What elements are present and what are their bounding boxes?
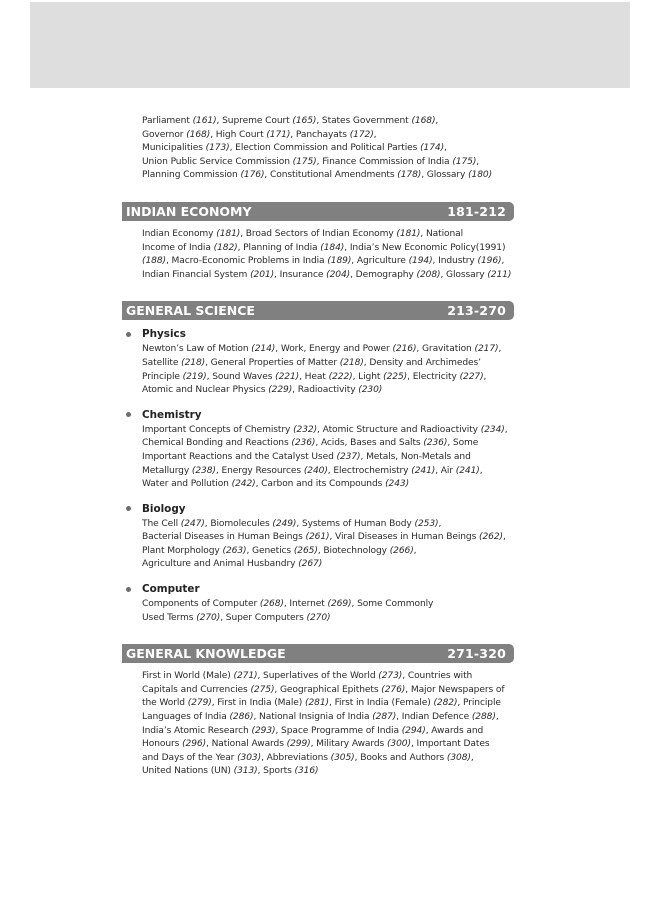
page-number: (180) [468, 170, 493, 181]
topic-text: Municipalities [142, 143, 206, 154]
page-number: (305) [330, 752, 355, 763]
topic-text: Capitals and Currencies [142, 684, 251, 695]
topic-text: Honours [142, 739, 183, 750]
toc-line [142, 437, 514, 451]
page-number: (219) [182, 371, 207, 382]
topic-text: , Geographical Epithets [274, 684, 382, 695]
topic-text: , Countries with [402, 671, 473, 682]
topic-text: , Election Commission and Political Parties [229, 143, 421, 154]
topic-text: Agriculture and Animal Husbandry [142, 559, 299, 570]
page-number: (216) [392, 344, 417, 355]
topic-text: , Acids, Bases and Salts [315, 438, 424, 449]
toc-line [142, 558, 514, 572]
topic-text: United Nations (UN) [142, 766, 234, 777]
page-number: (217) [474, 344, 499, 355]
section-header [122, 644, 514, 663]
section-title: GENERAL KNOWLEDGE [126, 646, 286, 662]
page-number: (279) [187, 698, 212, 709]
section-title: INDIAN ECONOMY [126, 203, 252, 219]
subsection-heading [122, 503, 514, 515]
toc-line [142, 545, 514, 559]
topic-text: , [476, 156, 480, 167]
topic-text: Planning Commission [142, 170, 241, 181]
subsection-entries [142, 424, 514, 492]
section-page-range: 213-270 [447, 303, 506, 319]
topic-text: , Panchayats [290, 129, 350, 140]
topic-text: , First in India (Female) [329, 698, 434, 709]
toc-line [142, 684, 514, 698]
page-number: (262) [479, 532, 503, 543]
section-entries [142, 670, 514, 779]
toc-line [142, 612, 514, 626]
subsection-entries [142, 343, 514, 397]
topic-text: , Internet [283, 599, 328, 610]
topic-text: , National Awards [206, 739, 287, 750]
topic-text: , [483, 371, 487, 382]
topic-text: Income of India [142, 242, 214, 253]
topic-text: , Principle [457, 698, 501, 709]
topic-text: Used Terms [142, 612, 197, 623]
topic-text: , [444, 143, 447, 154]
topic-text: , Sports [257, 766, 295, 777]
page-number: (173) [205, 143, 230, 154]
topic-text: , India’s New Economic Policy(1991) [344, 242, 506, 253]
topic-text: Newton’s Law of Motion [142, 344, 252, 355]
page-number: (182) [213, 242, 238, 253]
page-number: (175) [292, 156, 317, 167]
toc-line [142, 371, 514, 385]
section-page-range: 181-212 [447, 203, 506, 219]
page-number: (273) [378, 671, 403, 682]
subsection-entries [142, 518, 514, 572]
toc-line [142, 357, 514, 371]
page-number: (237) [336, 451, 361, 462]
topic-text: , Energy Resources [215, 465, 304, 476]
page-number: (282) [433, 698, 458, 709]
toc-content [122, 115, 514, 779]
page-number: (269) [327, 599, 352, 610]
page-number: (218) [181, 357, 206, 368]
topic-text: Bacterial Diseases in Human Beings [142, 532, 306, 543]
subsection-title: Biology [142, 502, 186, 515]
page-number: (229) [268, 385, 293, 396]
page-number: (276) [381, 684, 406, 695]
page-number: (174) [420, 143, 445, 154]
topic-text: , Carbon and its Compounds [255, 479, 386, 490]
page-number: (271) [233, 671, 258, 682]
topic-text: , [413, 545, 417, 556]
topic-text: , Books and Authors [354, 752, 447, 763]
topic-text: , Metals, Non-Metals and [360, 451, 471, 462]
page-number: (188) [142, 256, 166, 267]
topic-text: Indian Economy [142, 228, 217, 239]
page-number: (308) [446, 752, 471, 763]
toc-line [142, 169, 514, 183]
topic-text: , Space Programme of India [275, 725, 402, 736]
page-number: (232) [293, 424, 318, 435]
topic-text: , Super Computers [220, 612, 307, 623]
topic-text: Principle [142, 371, 183, 382]
topic-text: Languages of India [142, 712, 230, 723]
topic-text: and Days of the Year [142, 752, 238, 763]
topic-text: The Cell [142, 518, 181, 529]
page-number: (294) [401, 725, 426, 736]
topic-text: , Constitutional Amendments [264, 170, 398, 181]
page-number: (227) [459, 371, 484, 382]
toc-line [142, 765, 514, 779]
topic-text: , National Insignia of India [253, 712, 373, 723]
page-number: (184) [320, 242, 345, 253]
topic-text: , Abbreviations [261, 752, 331, 763]
topic-text: , First in India (Male) [211, 698, 306, 709]
page-number: (247) [180, 518, 205, 529]
toc-line [142, 343, 514, 357]
page-number: (236) [423, 438, 448, 449]
page-number: (176) [240, 170, 265, 181]
topic-text: , States Government [316, 116, 412, 126]
topic-text: , [479, 465, 483, 476]
toc-line [142, 424, 514, 438]
topic-text: , Biomolecules [204, 518, 273, 529]
toc-line [142, 738, 514, 752]
toc-line [142, 269, 514, 283]
page-number: (225) [383, 371, 408, 382]
topic-text: Plant Morphology [142, 545, 223, 556]
page-number: (168) [186, 129, 211, 140]
topic-text: Parliament [142, 116, 193, 126]
page-number: (208) [416, 269, 441, 280]
page-number: (181) [396, 228, 421, 239]
page-number: (299) [286, 739, 311, 750]
page-number: (222) [328, 371, 353, 382]
topic-text: , Atomic Structure and Radioactivity [317, 424, 481, 435]
topic-text: , Macro-Economic Problems in India [165, 256, 328, 267]
toc-line [142, 156, 514, 170]
topic-text: , Insurance [274, 269, 327, 280]
page-number: (243) [385, 479, 410, 490]
page-number: (218) [339, 357, 364, 368]
topic-text: , Sound Waves [206, 371, 276, 382]
topic-text: Governor [142, 129, 187, 140]
topic-text: , Demography [350, 269, 417, 280]
topic-text: , General Properties of Matter [205, 357, 340, 368]
topic-text: , [470, 752, 474, 763]
page-number: (265) [293, 545, 318, 556]
topic-text: First in World (Male) [142, 671, 234, 682]
toc-line [142, 384, 514, 398]
page-number: (300) [386, 739, 411, 750]
page-number: (275) [250, 684, 275, 695]
bullet-icon [126, 506, 131, 511]
bullet-icon [126, 332, 131, 337]
topic-text: , High Court [210, 129, 267, 140]
subsection-title: Physics [142, 328, 186, 341]
topic-text: , Awards and [425, 725, 484, 736]
page-number: (249) [272, 518, 297, 529]
toc-line [142, 465, 514, 479]
toc-line [142, 228, 514, 242]
topic-text: , Gravitation [416, 344, 475, 355]
page-number: (194) [408, 256, 433, 267]
topic-text: Components of Computer [142, 599, 260, 610]
page-number: (281) [305, 698, 329, 709]
toc-line [142, 451, 514, 465]
page-number: (242) [231, 479, 256, 490]
subsection-heading [122, 328, 514, 340]
topic-text: , Supreme Court [216, 116, 293, 126]
section-header [122, 301, 514, 320]
page-number: (263) [222, 545, 247, 556]
toc-line [142, 518, 514, 532]
toc-line [142, 598, 514, 612]
topic-text: , [502, 532, 506, 543]
page-number: (270) [306, 612, 331, 623]
topic-text: , Some [447, 438, 479, 449]
topic-text: , Glossary [421, 170, 469, 181]
page-number: (201) [250, 269, 275, 280]
topic-text: , National [420, 228, 464, 239]
toc-line [142, 531, 514, 545]
topic-text: , [438, 518, 442, 529]
page-number: (241) [411, 465, 436, 476]
page-number: (172) [349, 129, 374, 140]
toc-sections [122, 202, 514, 779]
section-page-range: 271-320 [447, 646, 506, 662]
page-number: (161) [192, 116, 217, 126]
topic-text: , Military Awards [310, 739, 387, 750]
topic-text: , Electrochemistry [327, 465, 412, 476]
page-number: (261) [305, 532, 330, 543]
topic-text: , Industry [432, 256, 478, 267]
topic-text: , [435, 116, 439, 126]
page-number: (175) [452, 156, 477, 167]
page-number: (288) [471, 712, 496, 723]
topic-text: Important Concepts of Chemistry [142, 424, 294, 435]
topic-text: Indian Financial System [142, 269, 251, 280]
page-number: (204) [326, 269, 351, 280]
bullet-icon [126, 412, 131, 417]
page-number: (267) [298, 559, 323, 570]
page-number: (189) [327, 256, 352, 267]
topic-text: , [501, 256, 505, 267]
toc-line [142, 711, 514, 725]
page-number: (211) [487, 269, 512, 280]
section-entries [142, 228, 514, 282]
topic-text: India’s Atomic Research [142, 725, 252, 736]
page-number: (240) [303, 465, 328, 476]
toc-line [142, 478, 514, 492]
subsection-title: Chemistry [142, 408, 202, 421]
page-number: (313) [233, 766, 258, 777]
section-title: GENERAL SCIENCE [126, 303, 255, 319]
topic-text: , [498, 344, 502, 355]
page-number: (293) [251, 725, 276, 736]
page-number: (238) [191, 465, 216, 476]
header-band [30, 2, 630, 88]
page-number: (316) [294, 766, 319, 777]
toc-line [142, 142, 514, 156]
page-number: (266) [389, 545, 414, 556]
topic-text: , Agriculture [351, 256, 409, 267]
page-number: (253) [414, 518, 439, 529]
topic-text: , [504, 424, 508, 435]
page-number: (214) [251, 344, 276, 355]
page-number: (168) [411, 116, 436, 126]
page-number: (241) [455, 465, 480, 476]
topic-text: , Superlatives of the World [257, 671, 379, 682]
page-number: (171) [266, 129, 291, 140]
topic-text: , Important Dates [410, 739, 490, 750]
topic-text: Water and Pollution [142, 479, 232, 490]
topic-text: , Glossary [440, 269, 488, 280]
topic-text: , Viral Diseases in Human Beings [329, 532, 480, 543]
topic-text: , Genetics [246, 545, 294, 556]
toc-line [142, 129, 514, 143]
page-number: (221) [275, 371, 300, 382]
section-header [122, 202, 514, 221]
toc-line [142, 752, 514, 766]
topic-text: , Radioactivity [292, 385, 359, 396]
subsection-title: Computer [142, 583, 200, 596]
topic-text: Chemical Bonding and Reactions [142, 438, 292, 449]
toc-line [142, 115, 514, 129]
topic-text: , Finance Commission of India [316, 156, 453, 167]
page-number: (286) [229, 712, 254, 723]
page-number: (196) [477, 256, 502, 267]
bullet-icon [126, 587, 131, 592]
page-number: (270) [196, 612, 221, 623]
toc-line [142, 242, 514, 256]
topic-text: , [373, 129, 377, 140]
topic-text: , [495, 712, 499, 723]
toc-line [142, 255, 514, 269]
toc-line [142, 697, 514, 711]
page-number: (296) [182, 739, 207, 750]
topic-text: Important Reactions and the Catalyst Used [142, 451, 337, 462]
topic-text: the World [142, 698, 188, 709]
topic-text: , Some Commonly [351, 599, 434, 610]
topic-text: , Biotechnology [317, 545, 390, 556]
topic-text: Atomic and Nuclear Physics [142, 385, 269, 396]
page-number: (178) [397, 170, 422, 181]
page-number: (181) [216, 228, 241, 239]
topic-text: , Heat [299, 371, 329, 382]
topic-text: , Broad Sectors of Indian Economy [240, 228, 397, 239]
page-number: (236) [291, 438, 316, 449]
topic-text: , Planning of India [237, 242, 321, 253]
topic-text: , Systems of Human Body [296, 518, 415, 529]
intro-entries [142, 115, 514, 183]
page-number: (234) [480, 424, 505, 435]
topic-text: , Indian Defence [396, 712, 472, 723]
page-number: (230) [358, 385, 383, 396]
subsection-heading [122, 409, 514, 421]
subsection-heading [122, 583, 514, 595]
topic-text: , Light [352, 371, 384, 382]
topic-text: , Electricity [407, 371, 460, 382]
subsection-entries [142, 598, 514, 625]
topic-text: Satellite [142, 357, 182, 368]
page-number: (268) [259, 599, 284, 610]
page-number: (303) [237, 752, 262, 763]
topic-text: , Major Newspapers of [405, 684, 505, 695]
topic-text: Union Public Service Commission [142, 156, 293, 167]
topic-text: , Air [435, 465, 456, 476]
page-number: (287) [372, 712, 397, 723]
toc-line [142, 670, 514, 684]
topic-text: , Density and Archimedes’ [363, 357, 481, 368]
topic-text: Metallurgy [142, 465, 192, 476]
topic-text: , Work, Energy and Power [275, 344, 393, 355]
page-number: (165) [292, 116, 317, 126]
toc-line [142, 725, 514, 739]
